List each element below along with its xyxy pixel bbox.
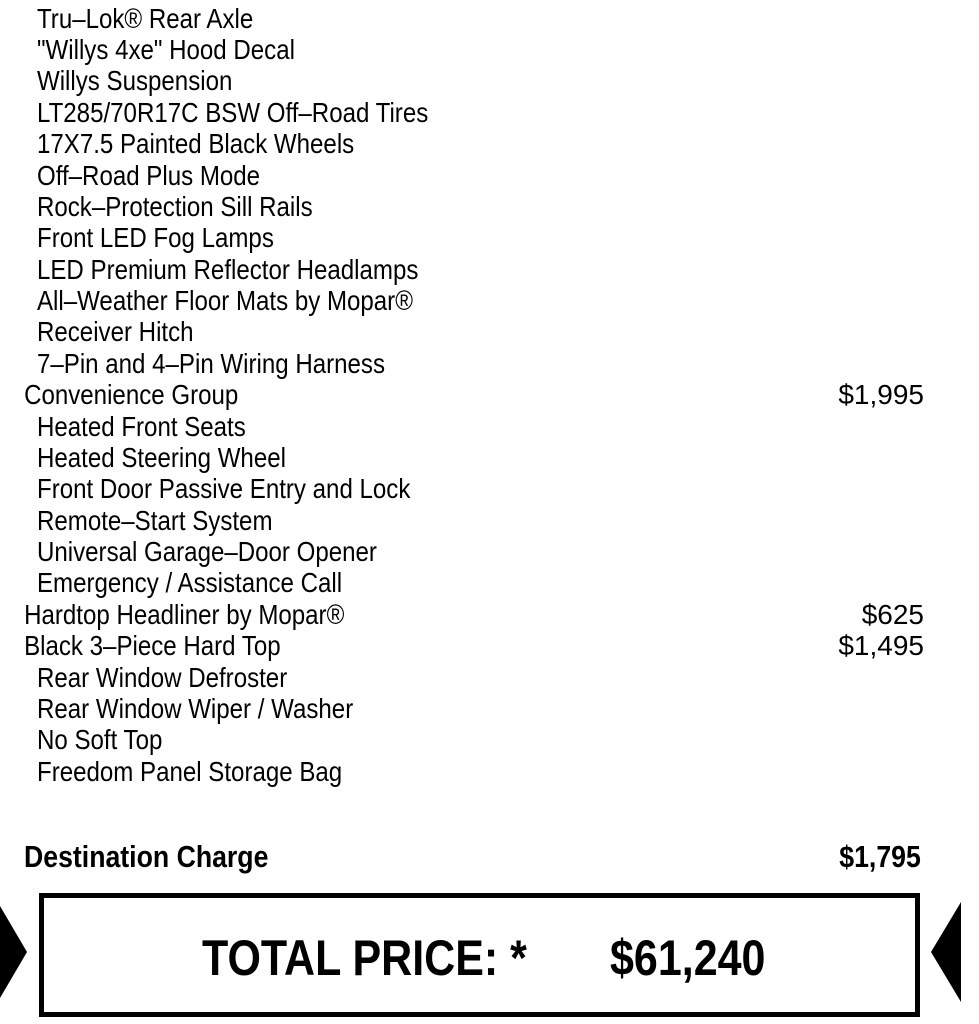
total-price-label: TOTAL PRICE: * (202, 930, 527, 986)
destination-charge-price: $1,795 (839, 839, 921, 874)
option-label: Rear Window Defroster (36, 662, 288, 693)
option-label: Remote–Start System (36, 505, 273, 536)
option-line (0, 756, 842, 787)
option-group-label: Hardtop Headliner by Mopar® (24, 599, 345, 630)
option-label: Rock–Protection Sill Rails (36, 191, 313, 222)
option-line (0, 254, 842, 285)
option-label: Front LED Fog Lamps (36, 222, 274, 253)
right-triangle-icon (931, 902, 961, 1002)
option-line (0, 536, 842, 567)
option-label: Rear Window Wiper / Washer (36, 693, 354, 724)
option-line (0, 567, 842, 598)
option-group-line (0, 630, 842, 661)
option-line (0, 662, 842, 693)
option-label: Willys Suspension (36, 65, 233, 96)
option-group-line (0, 379, 842, 410)
option-line (0, 473, 842, 504)
option-line (0, 65, 842, 96)
option-group-label: Convenience Group (24, 379, 239, 410)
option-label: All–Weather Floor Mats by Mopar® (36, 285, 413, 316)
left-triangle-icon (0, 906, 27, 998)
option-label: No Soft Top (36, 724, 163, 755)
option-line (0, 3, 842, 34)
option-label: "Willys 4xe" Hood Decal (36, 34, 295, 65)
option-label: Tru–Lok® Rear Axle (36, 3, 254, 34)
option-line (0, 160, 842, 191)
option-label: LED Premium Reflector Headlamps (36, 254, 419, 285)
option-label: Receiver Hitch (36, 316, 194, 347)
option-group-label: Black 3–Piece Hard Top (24, 630, 281, 661)
total-price-box (39, 893, 920, 1017)
option-group-line (0, 599, 842, 630)
option-label: Freedom Panel Storage Bag (36, 756, 343, 787)
option-price: $625 (861, 599, 924, 630)
option-line (0, 693, 842, 724)
option-line (0, 97, 842, 128)
option-label: Emergency / Assistance Call (36, 567, 343, 598)
option-line (0, 34, 842, 65)
option-label: 17X7.5 Painted Black Wheels (36, 128, 355, 159)
option-price: $1,495 (838, 630, 924, 661)
option-line (0, 724, 842, 755)
option-line (0, 222, 842, 253)
option-label: LT285/70R17C BSW Off–Road Tires (36, 97, 429, 128)
option-label: 7–Pin and 4–Pin Wiring Harness (36, 348, 385, 379)
destination-charge-label: Destination Charge (24, 839, 269, 874)
option-label: Off–Road Plus Mode (36, 160, 261, 191)
option-line (0, 285, 842, 316)
total-price-value: $61,240 (610, 930, 766, 986)
option-line (0, 411, 842, 442)
option-label: Heated Front Seats (36, 411, 246, 442)
option-label: Heated Steering Wheel (36, 442, 286, 473)
option-line (0, 348, 842, 379)
option-line (0, 316, 842, 347)
option-line (0, 128, 842, 159)
option-label: Universal Garage–Door Opener (36, 536, 377, 567)
option-line (0, 442, 842, 473)
option-line (0, 505, 842, 536)
option-line (0, 191, 842, 222)
option-label: Front Door Passive Entry and Lock (36, 473, 411, 504)
option-price: $1,995 (838, 379, 924, 410)
